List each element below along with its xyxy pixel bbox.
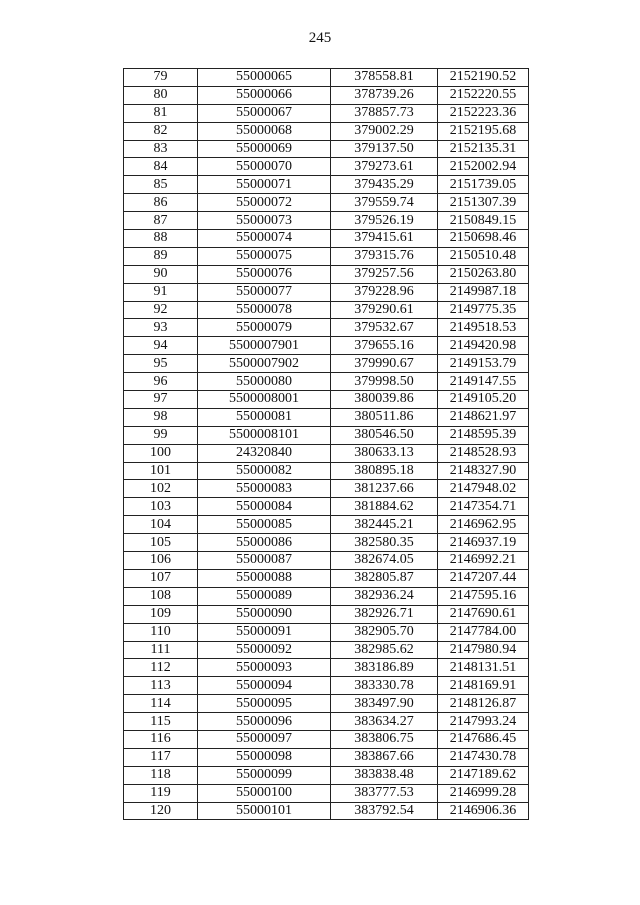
x-coordinate-cell: 379315.76 <box>331 247 438 265</box>
x-coordinate-cell: 383186.89 <box>331 659 438 677</box>
point-id-cell: 55000092 <box>198 641 331 659</box>
y-coordinate-cell: 2147207.44 <box>438 569 529 587</box>
x-coordinate-cell: 380633.13 <box>331 444 438 462</box>
point-id-cell: 55000085 <box>198 516 331 534</box>
y-coordinate-cell: 2152002.94 <box>438 158 529 176</box>
y-coordinate-cell: 2146937.19 <box>438 534 529 552</box>
y-coordinate-cell: 2149987.18 <box>438 283 529 301</box>
table-row <box>124 265 529 283</box>
y-coordinate-cell: 2149153.79 <box>438 355 529 373</box>
x-coordinate-cell: 379228.96 <box>331 283 438 301</box>
x-coordinate-cell: 379532.67 <box>331 319 438 337</box>
point-id-cell: 5500008101 <box>198 426 331 444</box>
x-coordinate-cell: 382445.21 <box>331 516 438 534</box>
y-coordinate-cell: 2148327.90 <box>438 462 529 480</box>
y-coordinate-cell: 2149105.20 <box>438 391 529 409</box>
table-row <box>124 319 529 337</box>
y-coordinate-cell: 2152190.52 <box>438 69 529 87</box>
y-coordinate-cell: 2147354.71 <box>438 498 529 516</box>
table-row <box>124 695 529 713</box>
row-number-cell: 112 <box>124 659 198 677</box>
point-id-cell: 55000080 <box>198 373 331 391</box>
table-row <box>124 659 529 677</box>
point-id-cell: 55000066 <box>198 86 331 104</box>
table-row <box>124 534 529 552</box>
table-row <box>124 587 529 605</box>
y-coordinate-cell: 2147980.94 <box>438 641 529 659</box>
row-number-cell: 93 <box>124 319 198 337</box>
table-row <box>124 337 529 355</box>
x-coordinate-cell: 380039.86 <box>331 391 438 409</box>
x-coordinate-cell: 380511.86 <box>331 408 438 426</box>
table-row <box>124 355 529 373</box>
row-number-cell: 101 <box>124 462 198 480</box>
table-row <box>124 552 529 570</box>
row-number-cell: 96 <box>124 373 198 391</box>
point-id-cell: 55000100 <box>198 784 331 802</box>
x-coordinate-cell: 380546.50 <box>331 426 438 444</box>
row-number-cell: 98 <box>124 408 198 426</box>
y-coordinate-cell: 2149775.35 <box>438 301 529 319</box>
table-row <box>124 86 529 104</box>
row-number-cell: 100 <box>124 444 198 462</box>
row-number-cell: 105 <box>124 534 198 552</box>
row-number-cell: 104 <box>124 516 198 534</box>
table-row <box>124 444 529 462</box>
table-row <box>124 247 529 265</box>
row-number-cell: 99 <box>124 426 198 444</box>
x-coordinate-cell: 382905.70 <box>331 623 438 641</box>
table-row <box>124 784 529 802</box>
row-number-cell: 97 <box>124 391 198 409</box>
table-row <box>124 301 529 319</box>
x-coordinate-cell: 383497.90 <box>331 695 438 713</box>
row-number-cell: 116 <box>124 730 198 748</box>
coordinates-table-body <box>124 69 529 820</box>
table-row <box>124 408 529 426</box>
x-coordinate-cell: 381237.66 <box>331 480 438 498</box>
y-coordinate-cell: 2146992.21 <box>438 552 529 570</box>
x-coordinate-cell: 383838.48 <box>331 766 438 784</box>
point-id-cell: 24320840 <box>198 444 331 462</box>
y-coordinate-cell: 2147948.02 <box>438 480 529 498</box>
x-coordinate-cell: 383777.53 <box>331 784 438 802</box>
point-id-cell: 55000077 <box>198 283 331 301</box>
row-number-cell: 114 <box>124 695 198 713</box>
y-coordinate-cell: 2146999.28 <box>438 784 529 802</box>
table-row <box>124 748 529 766</box>
y-coordinate-cell: 2149420.98 <box>438 337 529 355</box>
table-row <box>124 176 529 194</box>
row-number-cell: 103 <box>124 498 198 516</box>
x-coordinate-cell: 382805.87 <box>331 569 438 587</box>
y-coordinate-cell: 2147993.24 <box>438 713 529 731</box>
x-coordinate-cell: 382936.24 <box>331 587 438 605</box>
x-coordinate-cell: 379998.50 <box>331 373 438 391</box>
point-id-cell: 55000072 <box>198 194 331 212</box>
y-coordinate-cell: 2148621.97 <box>438 408 529 426</box>
row-number-cell: 108 <box>124 587 198 605</box>
table-row <box>124 713 529 731</box>
point-id-cell: 55000075 <box>198 247 331 265</box>
y-coordinate-cell: 2146962.95 <box>438 516 529 534</box>
row-number-cell: 87 <box>124 212 198 230</box>
table-row <box>124 641 529 659</box>
x-coordinate-cell: 383806.75 <box>331 730 438 748</box>
point-id-cell: 5500007901 <box>198 337 331 355</box>
row-number-cell: 92 <box>124 301 198 319</box>
row-number-cell: 118 <box>124 766 198 784</box>
point-id-cell: 55000070 <box>198 158 331 176</box>
row-number-cell: 106 <box>124 552 198 570</box>
y-coordinate-cell: 2147189.62 <box>438 766 529 784</box>
row-number-cell: 82 <box>124 122 198 140</box>
y-coordinate-cell: 2148169.91 <box>438 677 529 695</box>
y-coordinate-cell: 2147595.16 <box>438 587 529 605</box>
x-coordinate-cell: 382674.05 <box>331 552 438 570</box>
x-coordinate-cell: 379137.50 <box>331 140 438 158</box>
row-number-cell: 110 <box>124 623 198 641</box>
point-id-cell: 55000069 <box>198 140 331 158</box>
y-coordinate-cell: 2150510.48 <box>438 247 529 265</box>
table-row <box>124 516 529 534</box>
y-coordinate-cell: 2151307.39 <box>438 194 529 212</box>
point-id-cell: 55000097 <box>198 730 331 748</box>
point-id-cell: 55000091 <box>198 623 331 641</box>
point-id-cell: 55000071 <box>198 176 331 194</box>
point-id-cell: 55000076 <box>198 265 331 283</box>
x-coordinate-cell: 381884.62 <box>331 498 438 516</box>
point-id-cell: 55000068 <box>198 122 331 140</box>
x-coordinate-cell: 379002.29 <box>331 122 438 140</box>
row-number-cell: 95 <box>124 355 198 373</box>
table-row <box>124 122 529 140</box>
table-row <box>124 462 529 480</box>
point-id-cell: 55000088 <box>198 569 331 587</box>
table-row <box>124 69 529 87</box>
point-id-cell: 55000083 <box>198 480 331 498</box>
row-number-cell: 94 <box>124 337 198 355</box>
y-coordinate-cell: 2148528.93 <box>438 444 529 462</box>
x-coordinate-cell: 379990.67 <box>331 355 438 373</box>
y-coordinate-cell: 2146906.36 <box>438 802 529 820</box>
row-number-cell: 117 <box>124 748 198 766</box>
y-coordinate-cell: 2149518.53 <box>438 319 529 337</box>
x-coordinate-cell: 379526.19 <box>331 212 438 230</box>
table-row <box>124 569 529 587</box>
table-row <box>124 158 529 176</box>
x-coordinate-cell: 382985.62 <box>331 641 438 659</box>
table-row <box>124 230 529 248</box>
row-number-cell: 86 <box>124 194 198 212</box>
point-id-cell: 55000095 <box>198 695 331 713</box>
table-row <box>124 802 529 820</box>
x-coordinate-cell: 378739.26 <box>331 86 438 104</box>
y-coordinate-cell: 2147690.61 <box>438 605 529 623</box>
x-coordinate-cell: 378857.73 <box>331 104 438 122</box>
point-id-cell: 55000093 <box>198 659 331 677</box>
table-row <box>124 283 529 301</box>
table-row <box>124 766 529 784</box>
point-id-cell: 55000089 <box>198 587 331 605</box>
y-coordinate-cell: 2150849.15 <box>438 212 529 230</box>
row-number-cell: 111 <box>124 641 198 659</box>
row-number-cell: 109 <box>124 605 198 623</box>
point-id-cell: 55000078 <box>198 301 331 319</box>
y-coordinate-cell: 2152135.31 <box>438 140 529 158</box>
y-coordinate-cell: 2151739.05 <box>438 176 529 194</box>
table-row <box>124 140 529 158</box>
y-coordinate-cell: 2150698.46 <box>438 230 529 248</box>
point-id-cell: 55000074 <box>198 230 331 248</box>
y-coordinate-cell: 2148126.87 <box>438 695 529 713</box>
y-coordinate-cell: 2152220.55 <box>438 86 529 104</box>
x-coordinate-cell: 382580.35 <box>331 534 438 552</box>
x-coordinate-cell: 379290.61 <box>331 301 438 319</box>
x-coordinate-cell: 383330.78 <box>331 677 438 695</box>
point-id-cell: 5500007902 <box>198 355 331 373</box>
y-coordinate-cell: 2149147.55 <box>438 373 529 391</box>
point-id-cell: 55000094 <box>198 677 331 695</box>
table-row <box>124 498 529 516</box>
point-id-cell: 55000098 <box>198 748 331 766</box>
point-id-cell: 55000079 <box>198 319 331 337</box>
x-coordinate-cell: 382926.71 <box>331 605 438 623</box>
table-row <box>124 104 529 122</box>
table-row <box>124 605 529 623</box>
x-coordinate-cell: 379415.61 <box>331 230 438 248</box>
y-coordinate-cell: 2152195.68 <box>438 122 529 140</box>
x-coordinate-cell: 378558.81 <box>331 69 438 87</box>
point-id-cell: 5500008001 <box>198 391 331 409</box>
row-number-cell: 113 <box>124 677 198 695</box>
row-number-cell: 107 <box>124 569 198 587</box>
row-number-cell: 80 <box>124 86 198 104</box>
row-number-cell: 79 <box>124 69 198 87</box>
table-row <box>124 373 529 391</box>
row-number-cell: 91 <box>124 283 198 301</box>
point-id-cell: 55000084 <box>198 498 331 516</box>
y-coordinate-cell: 2152223.36 <box>438 104 529 122</box>
row-number-cell: 119 <box>124 784 198 802</box>
point-id-cell: 55000099 <box>198 766 331 784</box>
point-id-cell: 55000067 <box>198 104 331 122</box>
row-number-cell: 81 <box>124 104 198 122</box>
y-coordinate-cell: 2147784.00 <box>438 623 529 641</box>
x-coordinate-cell: 379435.29 <box>331 176 438 194</box>
y-coordinate-cell: 2150263.80 <box>438 265 529 283</box>
x-coordinate-cell: 383792.54 <box>331 802 438 820</box>
point-id-cell: 55000081 <box>198 408 331 426</box>
y-coordinate-cell: 2148131.51 <box>438 659 529 677</box>
row-number-cell: 90 <box>124 265 198 283</box>
page-number: 245 <box>308 30 332 46</box>
row-number-cell: 120 <box>124 802 198 820</box>
x-coordinate-cell: 379273.61 <box>331 158 438 176</box>
point-id-cell: 55000065 <box>198 69 331 87</box>
y-coordinate-cell: 2148595.39 <box>438 426 529 444</box>
point-id-cell: 55000086 <box>198 534 331 552</box>
row-number-cell: 115 <box>124 713 198 731</box>
point-id-cell: 55000096 <box>198 713 331 731</box>
row-number-cell: 84 <box>124 158 198 176</box>
x-coordinate-cell: 380895.18 <box>331 462 438 480</box>
table-row <box>124 480 529 498</box>
table-row <box>124 730 529 748</box>
x-coordinate-cell: 379655.16 <box>331 337 438 355</box>
table-row <box>124 426 529 444</box>
row-number-cell: 83 <box>124 140 198 158</box>
table-row <box>124 212 529 230</box>
table-row <box>124 391 529 409</box>
point-id-cell: 55000090 <box>198 605 331 623</box>
point-id-cell: 55000082 <box>198 462 331 480</box>
x-coordinate-cell: 379559.74 <box>331 194 438 212</box>
row-number-cell: 89 <box>124 247 198 265</box>
coordinates-table <box>123 68 529 820</box>
row-number-cell: 102 <box>124 480 198 498</box>
x-coordinate-cell: 383867.66 <box>331 748 438 766</box>
x-coordinate-cell: 383634.27 <box>331 713 438 731</box>
table-row <box>124 623 529 641</box>
y-coordinate-cell: 2147430.78 <box>438 748 529 766</box>
point-id-cell: 55000087 <box>198 552 331 570</box>
point-id-cell: 55000101 <box>198 802 331 820</box>
row-number-cell: 88 <box>124 230 198 248</box>
x-coordinate-cell: 379257.56 <box>331 265 438 283</box>
table-row <box>124 677 529 695</box>
y-coordinate-cell: 2147686.45 <box>438 730 529 748</box>
point-id-cell: 55000073 <box>198 212 331 230</box>
table-row <box>124 194 529 212</box>
row-number-cell: 85 <box>124 176 198 194</box>
